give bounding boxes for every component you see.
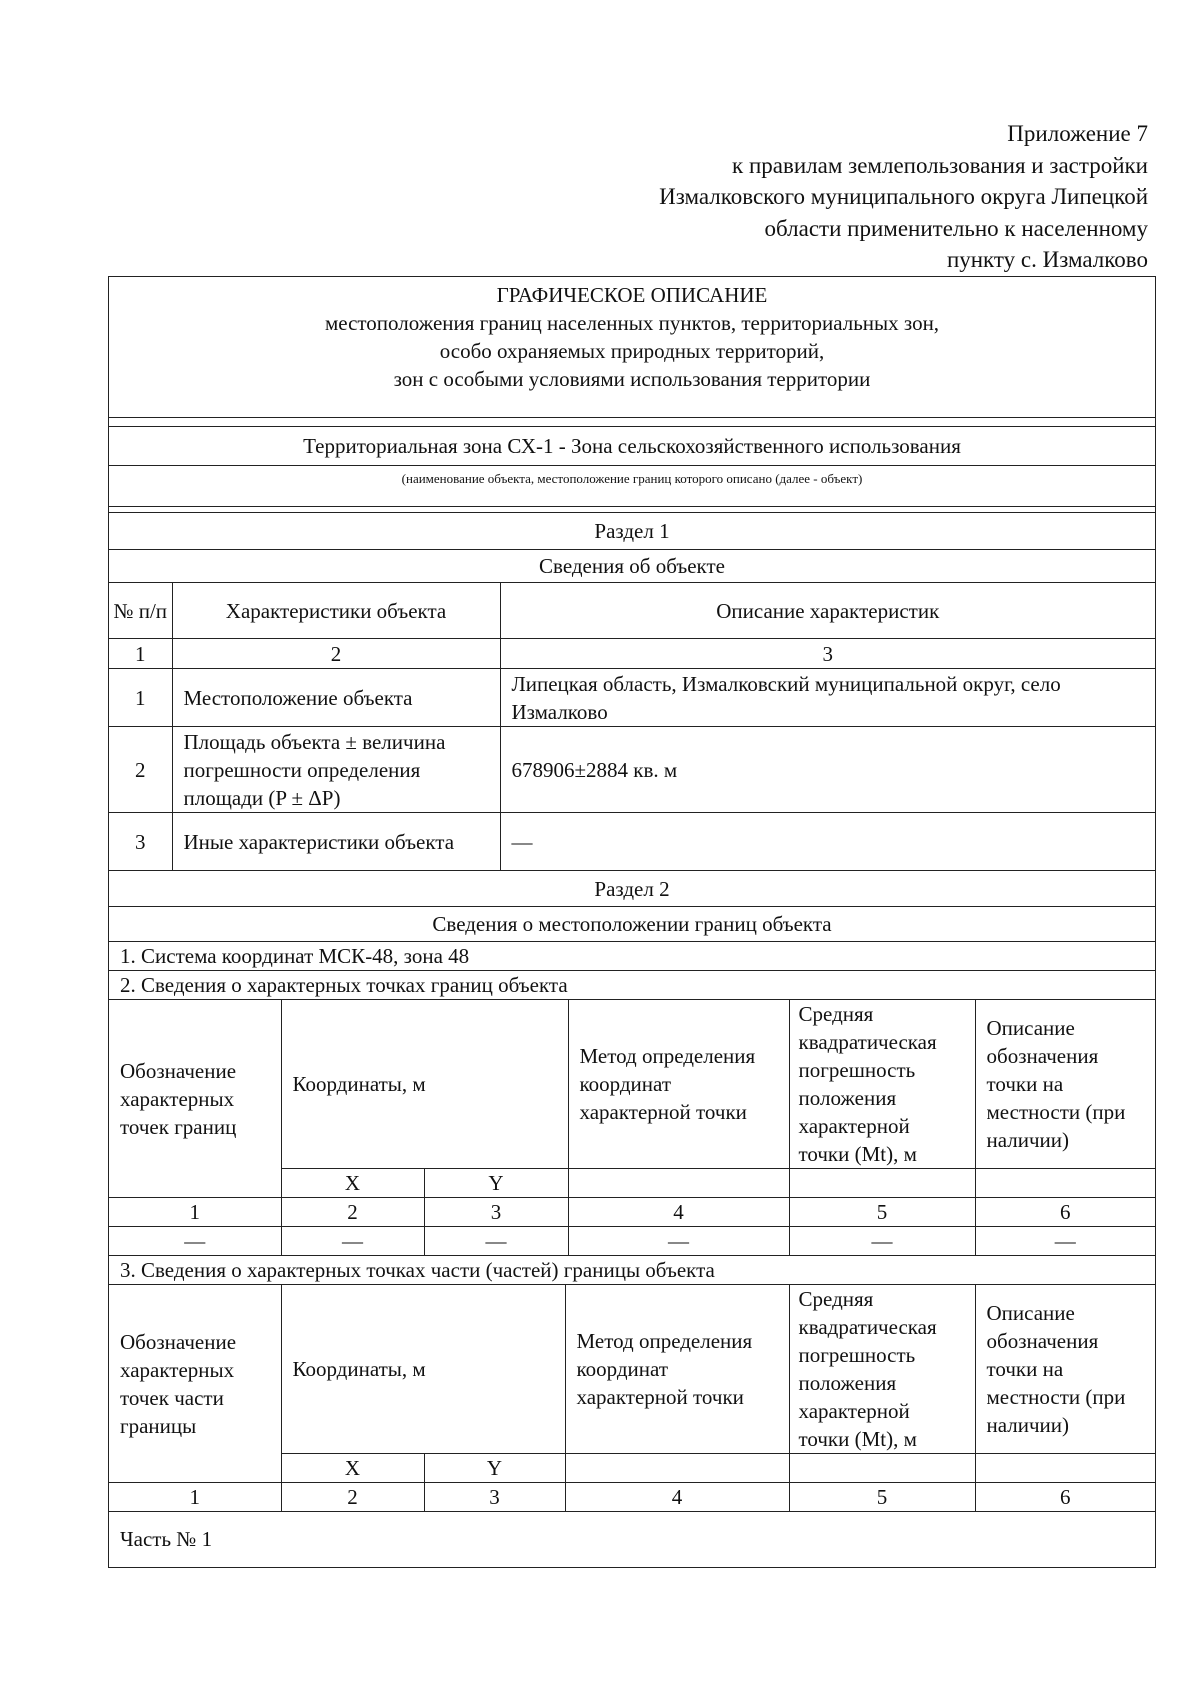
col-number: 3: [424, 1483, 565, 1512]
parts-method-header: Метод определения координат характерной точки: [565, 1285, 789, 1454]
parts-error-header: Средняя квадратическая погрешность положения характерной точки (Mt), м: [789, 1285, 975, 1454]
points-description-header: Описание обозначения точки на местности (при наличии): [975, 1000, 1155, 1169]
col-number: 4: [565, 1483, 789, 1512]
col-number: 6: [975, 1198, 1155, 1227]
empty-cell: [975, 1169, 1155, 1198]
appendix-line: к правилам землепользования и застройки: [732, 152, 1148, 178]
row-value: Липецкая область, Измалковский муниципальной округ, село Измалково: [500, 669, 1155, 727]
empty-cell: [789, 1169, 975, 1198]
title-line: зон с особыми условиями использования территории: [393, 367, 871, 391]
col-number: 5: [789, 1483, 975, 1512]
object-caption: (наименование объекта, местоположение границ которого описано (далее - объект): [109, 466, 1155, 507]
title-table: [109, 277, 1155, 582]
y-header: Y: [424, 1454, 565, 1483]
appendix-header: [508, 118, 1148, 276]
empty-value: —: [975, 1227, 1155, 1256]
header-description: Описание характеристик: [500, 583, 1155, 639]
object-name: Территориальная зона СХ-1 - Зона сельскохозяйственного использования: [109, 427, 1155, 466]
section1-subtitle: Сведения об объекте: [109, 550, 1155, 583]
appendix-line: пункту с. Измалково: [946, 247, 1148, 272]
points-method-header: Метод определения координат характерной точки: [568, 1000, 789, 1169]
section2-subtitle: Сведения о местоположении границ объекта: [109, 907, 1155, 942]
points-designation-header: Обозначение характерных точек границ: [109, 1000, 281, 1198]
part-label: Часть № 1: [109, 1512, 1155, 1567]
empty-cell: [789, 1454, 975, 1483]
parts-title: 3. Сведения о характерных точках части (частей) границы объекта: [109, 1256, 1155, 1285]
appendix-line: Измалковского муниципального округа Липецкой: [659, 184, 1148, 209]
empty-value: —: [789, 1227, 975, 1256]
col-number: 2: [281, 1198, 424, 1227]
title-line: местоположения границ населенных пунктов, территориальных зон,: [324, 311, 940, 335]
points-coords-header: Координаты, м: [281, 1000, 568, 1169]
row-num: 2: [109, 727, 172, 813]
empty-cell: [975, 1454, 1155, 1483]
col-number: 5: [789, 1198, 975, 1227]
object-info-table: [109, 582, 1155, 871]
empty-value: —: [281, 1227, 424, 1256]
document-form: [108, 276, 1156, 1568]
parts-designation-header: Обозначение характерных точек части границы: [109, 1285, 281, 1483]
title-line: особо охраняемых природных территорий,: [439, 339, 825, 363]
empty-value: —: [109, 1227, 281, 1256]
row-num: 1: [109, 669, 172, 727]
col-number: 2: [281, 1483, 424, 1512]
col-number: 2: [172, 639, 500, 669]
row-name: Местоположение объекта: [172, 669, 500, 727]
row-name: Площадь объекта ± величина погрешности определения площади (P ± ΔP): [172, 727, 500, 813]
row-num: 3: [109, 813, 172, 871]
row-name: Иные характеристики объекта: [172, 813, 500, 871]
y-header: Y: [424, 1169, 568, 1198]
col-number: 4: [568, 1198, 789, 1227]
x-header: X: [281, 1454, 424, 1483]
appendix-line: Приложение 7: [1007, 121, 1148, 146]
parts-description-header: Описание обозначения точки на местности (при наличии): [975, 1285, 1155, 1454]
title-heading: ГРАФИЧЕСКОЕ ОПИСАНИЕ: [496, 283, 768, 307]
header-characteristic: Характеристики объекта: [172, 583, 500, 639]
x-header: X: [281, 1169, 424, 1198]
section1-title: Раздел 1: [109, 513, 1155, 550]
section2-title-table: [109, 871, 1155, 999]
empty-value: —: [424, 1227, 568, 1256]
parts-coords-header: Координаты, м: [281, 1285, 565, 1454]
col-number: 3: [500, 639, 1155, 669]
spacer: [109, 418, 1155, 427]
row-value: 678906±2884 кв. м: [500, 727, 1155, 813]
col-number: 3: [424, 1198, 568, 1227]
empty-cell: [565, 1454, 789, 1483]
document-title: [109, 277, 1155, 418]
col-number: 1: [109, 1483, 281, 1512]
parts-table: [109, 1285, 1155, 1567]
section2-title: Раздел 2: [109, 871, 1155, 907]
empty-cell: [568, 1169, 789, 1198]
coord-system: 1. Система координат МСК-48, зона 48: [109, 942, 1155, 971]
appendix-line: области применительно к населенному: [764, 215, 1148, 241]
col-number: 1: [109, 639, 172, 669]
header-num: № п/п: [109, 583, 172, 639]
points-title: 2. Сведения о характерных точках границ объекта: [109, 971, 1155, 1000]
points-error-header: Средняя квадратическая погрешность положения характерной точки (Mt), м: [789, 1000, 975, 1169]
col-number: 6: [975, 1483, 1155, 1512]
col-number: 1: [109, 1198, 281, 1227]
empty-value: —: [568, 1227, 789, 1256]
row-value: —: [500, 813, 1155, 871]
points-table: [109, 999, 1155, 1285]
